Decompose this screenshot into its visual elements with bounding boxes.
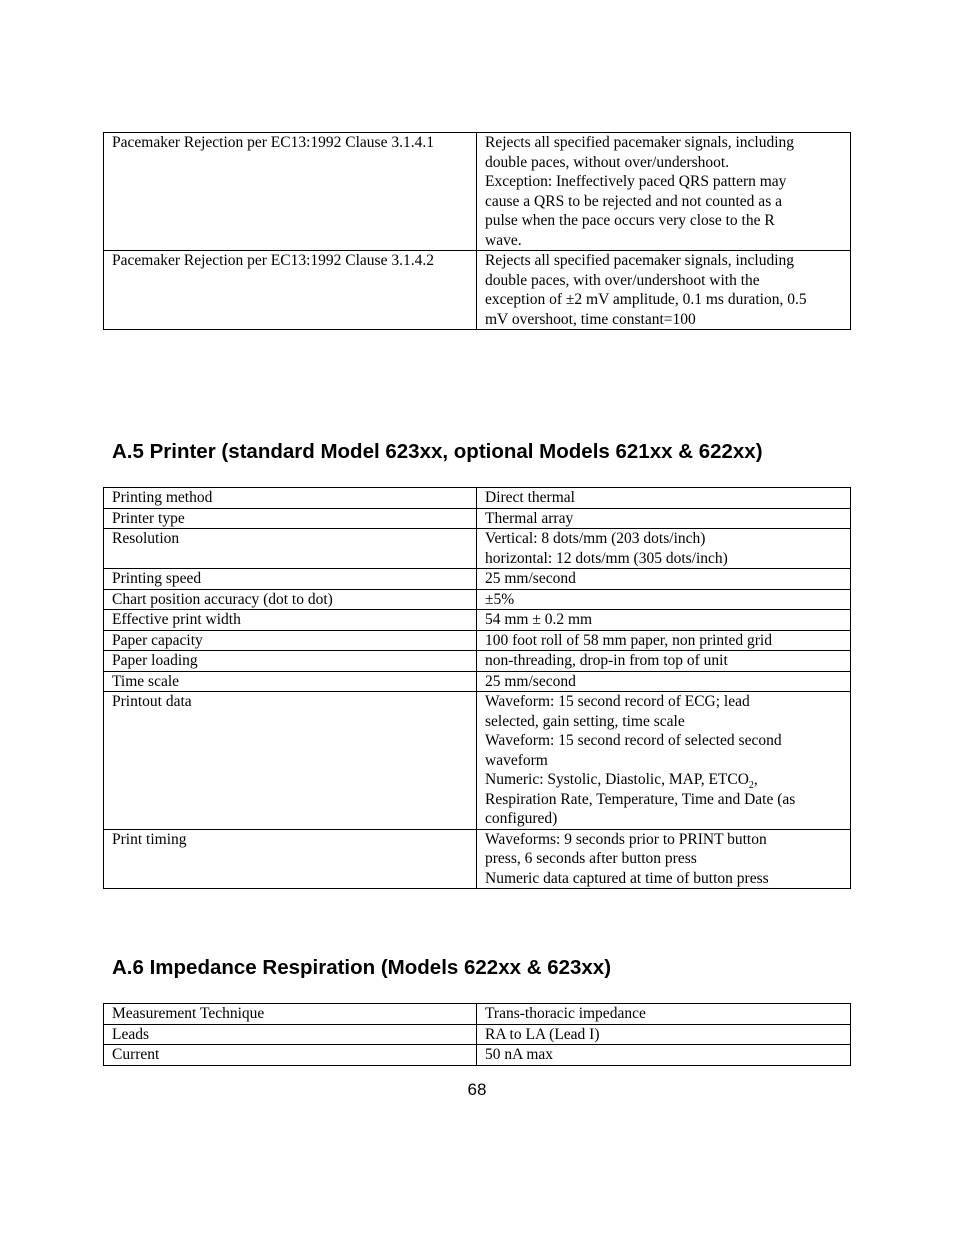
table-row bbox=[104, 589, 851, 610]
page-number: 68 bbox=[467, 1080, 487, 1099]
spec-value: non-threading, drop-in from top of unit bbox=[477, 651, 851, 672]
table-row bbox=[104, 630, 851, 651]
printer-spec-table bbox=[103, 487, 851, 889]
spec-label: Printout data bbox=[104, 692, 477, 830]
spec-value: 25 mm/second bbox=[477, 569, 851, 590]
impedance-spec-table bbox=[103, 1003, 851, 1066]
subscript-text: 2 bbox=[748, 780, 754, 792]
table-row bbox=[104, 133, 851, 251]
spec-value: RA to LA (Lead I) bbox=[477, 1024, 851, 1045]
spec-label: Printer type bbox=[104, 508, 477, 529]
table-row bbox=[104, 651, 851, 672]
spec-value: Thermal array bbox=[477, 508, 851, 529]
spec-value: Direct thermal bbox=[477, 488, 851, 509]
spec-value: 50 nA max bbox=[477, 1045, 851, 1066]
spec-label: Leads bbox=[104, 1024, 477, 1045]
spec-value: 25 mm/second bbox=[477, 671, 851, 692]
table-row bbox=[104, 529, 851, 569]
spec-label: Resolution bbox=[104, 529, 477, 569]
spec-label: Paper loading bbox=[104, 651, 477, 672]
section-heading-printer: A.5 Printer (standard Model 623xx, optional Models 621xx & 622xx) bbox=[112, 440, 763, 463]
spec-value: 54 mm ± 0.2 mm bbox=[477, 610, 851, 631]
printout-data-text: Waveform: 15 second record of ECG; lead selected, gain setting, time scale Waveform: 15 second record of selected second waveform Numeric: Systolic, Diastolic, MAP, ETCO bbox=[485, 693, 782, 788]
spec-value: Trans-thoracic impedance bbox=[477, 1004, 851, 1025]
section-heading-impedance-respiration: A.6 Impedance Respiration (Models 622xx & 623xx) bbox=[112, 956, 612, 979]
table-row bbox=[104, 692, 851, 830]
spec-label: Print timing bbox=[104, 829, 477, 889]
spec-label: Pacemaker Rejection per EC13:1992 Clause 3.1.4.2 bbox=[104, 251, 477, 330]
spec-label: Current bbox=[104, 1045, 477, 1066]
table-row bbox=[104, 829, 851, 889]
table-row bbox=[104, 610, 851, 631]
spec-value bbox=[477, 692, 851, 830]
spec-label: Printing method bbox=[104, 488, 477, 509]
spec-label: Time scale bbox=[104, 671, 477, 692]
spec-label: Effective print width bbox=[104, 610, 477, 631]
spec-value: Waveforms: 9 seconds prior to PRINT button press, 6 seconds after button press Numeric data captured at time of button press bbox=[477, 829, 851, 889]
spec-label: Printing speed bbox=[104, 569, 477, 590]
spec-label: Measurement Technique bbox=[104, 1004, 477, 1025]
spec-label: Pacemaker Rejection per EC13:1992 Clause 3.1.4.1 bbox=[104, 133, 477, 251]
pacemaker-rejection-table bbox=[103, 132, 851, 330]
spec-value: 100 foot roll of 58 mm paper, non printed grid bbox=[477, 630, 851, 651]
table-row bbox=[104, 671, 851, 692]
table-row bbox=[104, 1024, 851, 1045]
spec-value: Rejects all specified pacemaker signals, including double paces, without over/undershoot. Exception: Ineffectively paced QRS pattern may cause a QRS to be rejected and not counted as a pulse when the pace occurs very close to the R wave. bbox=[477, 133, 851, 251]
spec-value: Vertical: 8 dots/mm (203 dots/inch) horizontal: 12 dots/mm (305 dots/inch) bbox=[477, 529, 851, 569]
table-row bbox=[104, 1004, 851, 1025]
spec-value: ±5% bbox=[477, 589, 851, 610]
table-row bbox=[104, 488, 851, 509]
table-row bbox=[104, 251, 851, 330]
printout-data-text-continued: , Respiration Rate, Temperature, Time and Date (as configured) bbox=[485, 771, 796, 827]
table-row bbox=[104, 1045, 851, 1066]
table-row bbox=[104, 569, 851, 590]
spec-value: Rejects all specified pacemaker signals, including double paces, with over/undershoot with the exception of ±2 mV amplitude, 0.1 ms duration, 0.5 mV overshoot, time constant=100 bbox=[477, 251, 851, 330]
table-row bbox=[104, 508, 851, 529]
spec-label: Paper capacity bbox=[104, 630, 477, 651]
spec-label: Chart position accuracy (dot to dot) bbox=[104, 589, 477, 610]
